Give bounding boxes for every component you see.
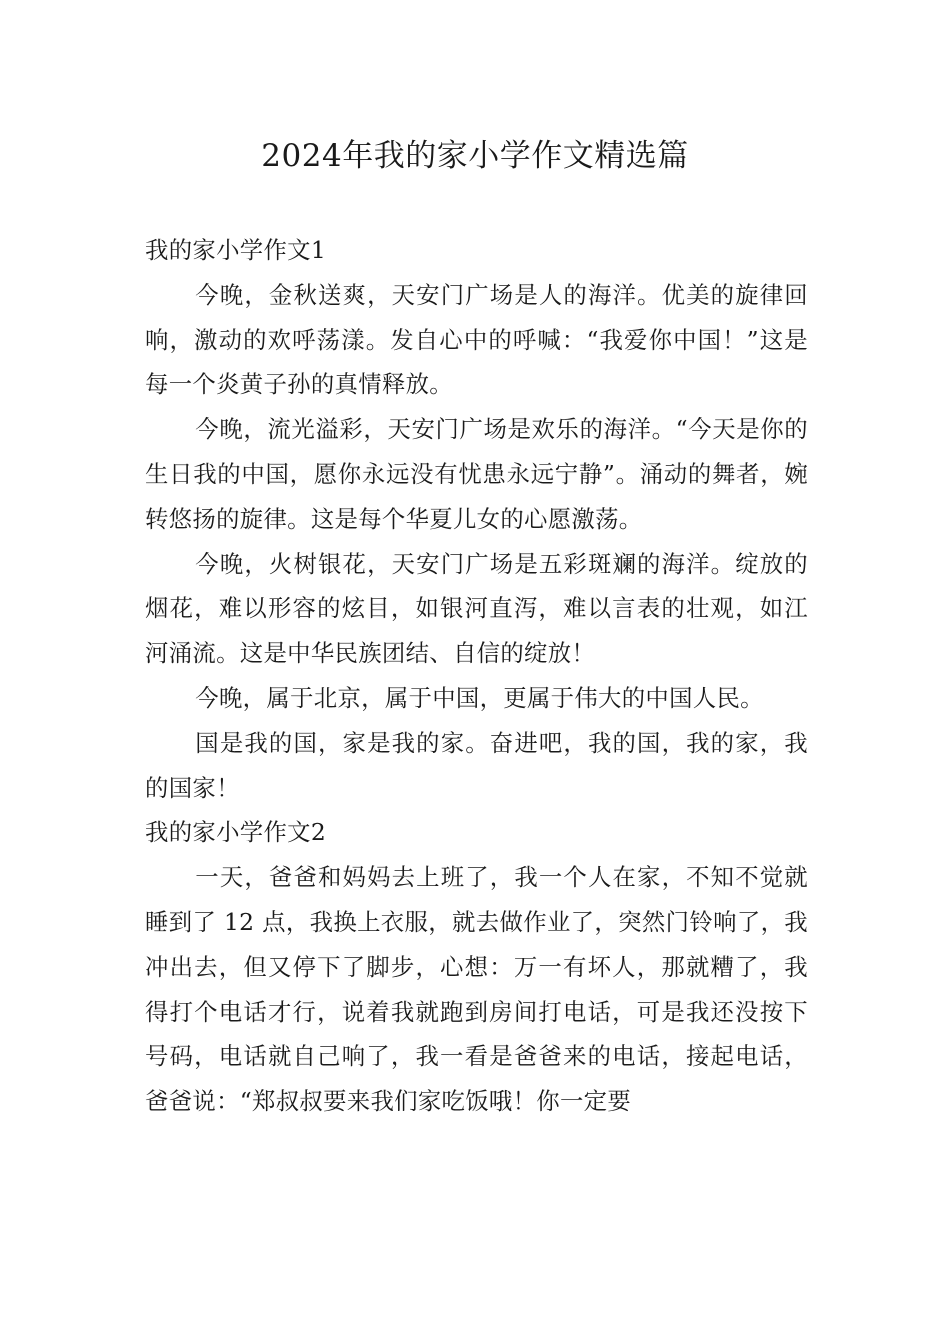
- paragraph: 今晚，金秋送爽，天安门广场是人的海洋。优美的旋律回响，激动的欢呼荡漾。发自心中的呼喊：“我爱你中国！”这是每一个炎黄子孙的真情释放。: [145, 280, 808, 399]
- paragraph: 今晚，火树银花，天安门广场是五彩斑斓的海洋。绽放的烟花，难以形容的炫目，如银河直泻，难以言表的壮观，如江河涌流。这是中华民族团结、自信的绽放！: [145, 549, 808, 668]
- document-body: [145, 228, 808, 1124]
- document-title: 2024年我的家小学作文精选篇: [261, 138, 689, 174]
- section-heading: 我的家小学作文2: [145, 818, 327, 847]
- paragraph: 今晚，流光溢彩，天安门广场是欢乐的海洋。“今天是你的生日我的中国，愿你永远没有忧患永远宁静”。涌动的舞者，婉转悠扬的旋律。这是每个华夏儿女的心愿激荡。: [145, 415, 808, 533]
- paragraph: 今晚，属于北京，属于中国，更属于伟大的中国人民。: [195, 683, 764, 712]
- paragraph: 国是我的国，家是我的家。奋进吧，我的国，我的家，我的国家！: [145, 728, 808, 802]
- section-2: [145, 810, 808, 1124]
- section-1: [145, 228, 808, 810]
- section-heading: 我的家小学作文1: [145, 236, 327, 264]
- paragraph: 一天，爸爸和妈妈去上班了，我一个人在家，不知不觉就睡到了 12 点，我换上衣服，就去做作业了，突然门铃响了，我冲出去，但又停下了脚步，心想：万一有坏人，那就糟了，我得打个电话才行，说着我就跑到房间打电话，可是我还没按下号码，电话就自己响了，我一看是爸爸来的电话，接起电话，爸爸说：“郑叔叔要来我们家吃饭哦！你一定要: [145, 863, 808, 1116]
